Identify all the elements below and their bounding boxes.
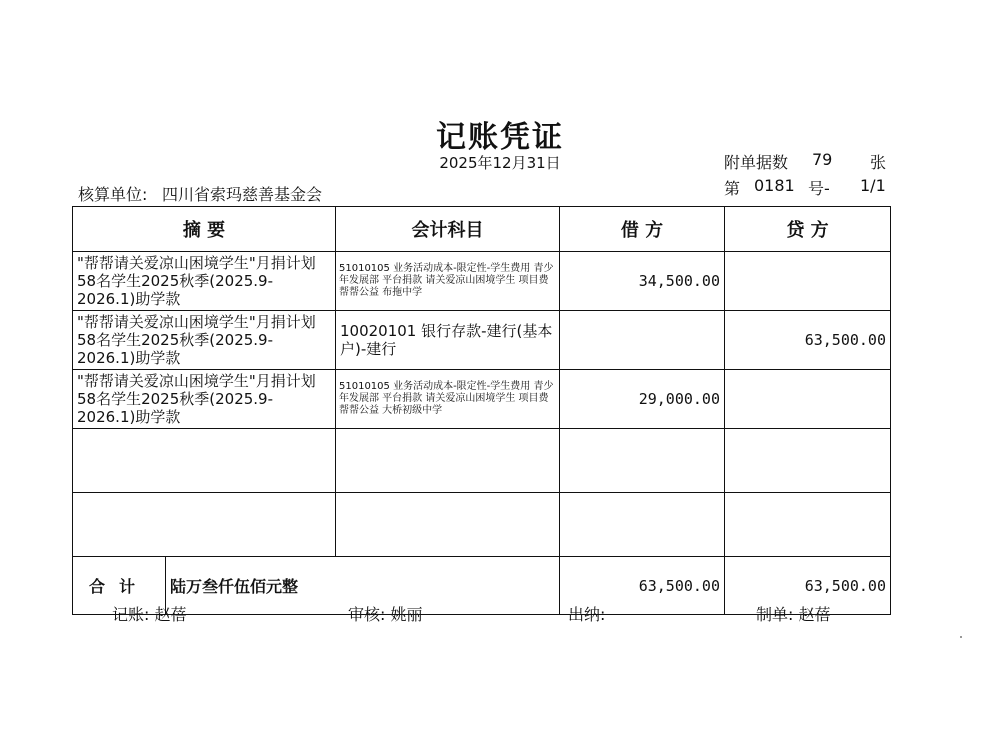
table-row-empty (73, 429, 891, 493)
accounting-unit-name: 四川省索玛慈善基金会 (162, 185, 323, 204)
auditor-signature: 审核: 姚丽 (348, 605, 423, 624)
table-row (73, 311, 891, 370)
header-summary: 摘 要 (73, 207, 336, 252)
accounting-unit-label: 核算单位: (78, 185, 148, 204)
attachments-unit: 张 (870, 153, 887, 172)
row-credit (725, 252, 891, 311)
voucher-date: 2025年12月31日 (439, 154, 561, 172)
maker-signature: 制单: 赵蓓 (756, 605, 831, 624)
voucher-number-suffix: 号- (808, 179, 830, 198)
table-row (73, 370, 891, 429)
header-credit: 贷 方 (725, 207, 891, 252)
bookkeeper-signature: 记账: 赵蓓 (112, 605, 187, 624)
scan-speck (960, 636, 962, 638)
header-subject: 会计科目 (336, 207, 560, 252)
voucher-number: 0181 (754, 176, 795, 195)
attachments-label: 附单据数 (724, 153, 789, 172)
total-credit: 63,500.00 (725, 557, 891, 615)
voucher-page: 1/1 (860, 176, 886, 195)
table-row (73, 252, 891, 311)
voucher-table (72, 206, 891, 615)
row-debit: 34,500.00 (560, 252, 725, 311)
voucher-number-label: 第 (724, 179, 741, 198)
row-credit (725, 370, 891, 429)
row-subject: 51010105 业务活动成本-限定性-学生费用 青少年发展部 平台捐款 请关爱凉山困境学生 项目费 帮帮公益 布拖中学 (336, 252, 560, 311)
total-debit: 63,500.00 (560, 557, 725, 615)
voucher-title: 记账凭证 (436, 120, 564, 155)
row-summary: "帮帮请关爱凉山困境学生"月捐计划58名学生2025秋季(2025.9-2026.1)助学款 (73, 252, 336, 311)
header-debit: 借 方 (560, 207, 725, 252)
row-debit (560, 311, 725, 370)
empty-cell (73, 493, 336, 557)
total-label: 合计 (73, 557, 166, 615)
empty-cell (336, 429, 560, 493)
row-subject: 10020101 银行存款-建行(基本户)-建行 (336, 311, 560, 370)
table-row-empty (73, 493, 891, 557)
empty-cell (560, 493, 725, 557)
cashier-signature: 出纳: (568, 605, 606, 624)
row-summary: "帮帮请关爱凉山困境学生"月捐计划58名学生2025秋季(2025.9-2026.1)助学款 (73, 311, 336, 370)
table-header-row (73, 207, 891, 252)
row-credit: 63,500.00 (725, 311, 891, 370)
attachments-count: 79 (812, 150, 833, 169)
empty-cell (336, 493, 560, 557)
empty-cell (560, 429, 725, 493)
row-summary: "帮帮请关爱凉山困境学生"月捐计划58名学生2025秋季(2025.9-2026.1)助学款 (73, 370, 336, 429)
row-subject: 51010105 业务活动成本-限定性-学生费用 青少年发展部 平台捐款 请关爱凉山困境学生 项目费 帮帮公益 大桥初级中学 (336, 370, 560, 429)
row-debit: 29,000.00 (560, 370, 725, 429)
empty-cell (73, 429, 336, 493)
empty-cell (725, 493, 891, 557)
total-amount-words: 陆万叁仟伍佰元整 (166, 557, 560, 615)
empty-cell (725, 429, 891, 493)
